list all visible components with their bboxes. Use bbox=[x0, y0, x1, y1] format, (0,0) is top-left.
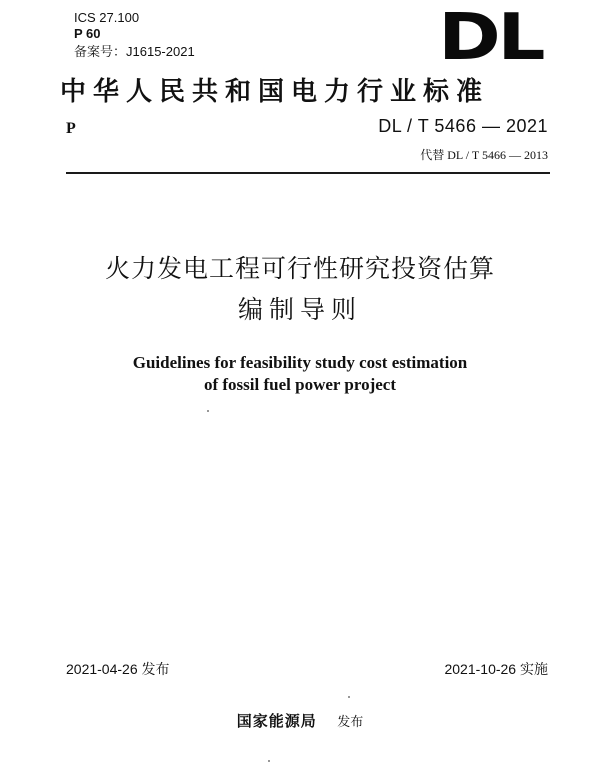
classification-code: P 60 bbox=[74, 26, 101, 41]
scan-speck bbox=[268, 760, 270, 762]
replaces-standard: 代替 DL / T 5466 — 2013 bbox=[420, 148, 548, 162]
publisher-action: 发布 bbox=[337, 715, 364, 730]
ics-code: ICS 27.100 bbox=[74, 10, 140, 25]
scan-speck bbox=[348, 696, 350, 698]
issue-date: 2021-04-26 发布 bbox=[66, 661, 170, 677]
title-chinese-line2: 编制导则 bbox=[237, 295, 362, 324]
title-english-line2: of fossil fuel power project bbox=[203, 375, 396, 394]
class-code: P bbox=[66, 120, 76, 137]
header-divider bbox=[66, 172, 550, 174]
dl-logo: DL bbox=[438, 1, 542, 75]
registration-number: 备案号：J1615-2021 bbox=[74, 44, 195, 59]
standard-type-heading: 中华人民共和国电力行业标准 bbox=[60, 77, 490, 107]
standard-number: DL / T 5466 — 2021 bbox=[378, 116, 548, 136]
implementation-date: 2021-10-26 实施 bbox=[444, 661, 548, 677]
title-chinese-line1: 火力发电工程可行性研究投资估算 bbox=[104, 254, 495, 283]
publisher-org: 国家能源局 bbox=[236, 712, 317, 730]
title-english-line1: Guidelines for feasibility study cost estimation bbox=[132, 353, 468, 372]
publisher bbox=[0, 710, 600, 731]
scan-speck bbox=[207, 410, 209, 412]
